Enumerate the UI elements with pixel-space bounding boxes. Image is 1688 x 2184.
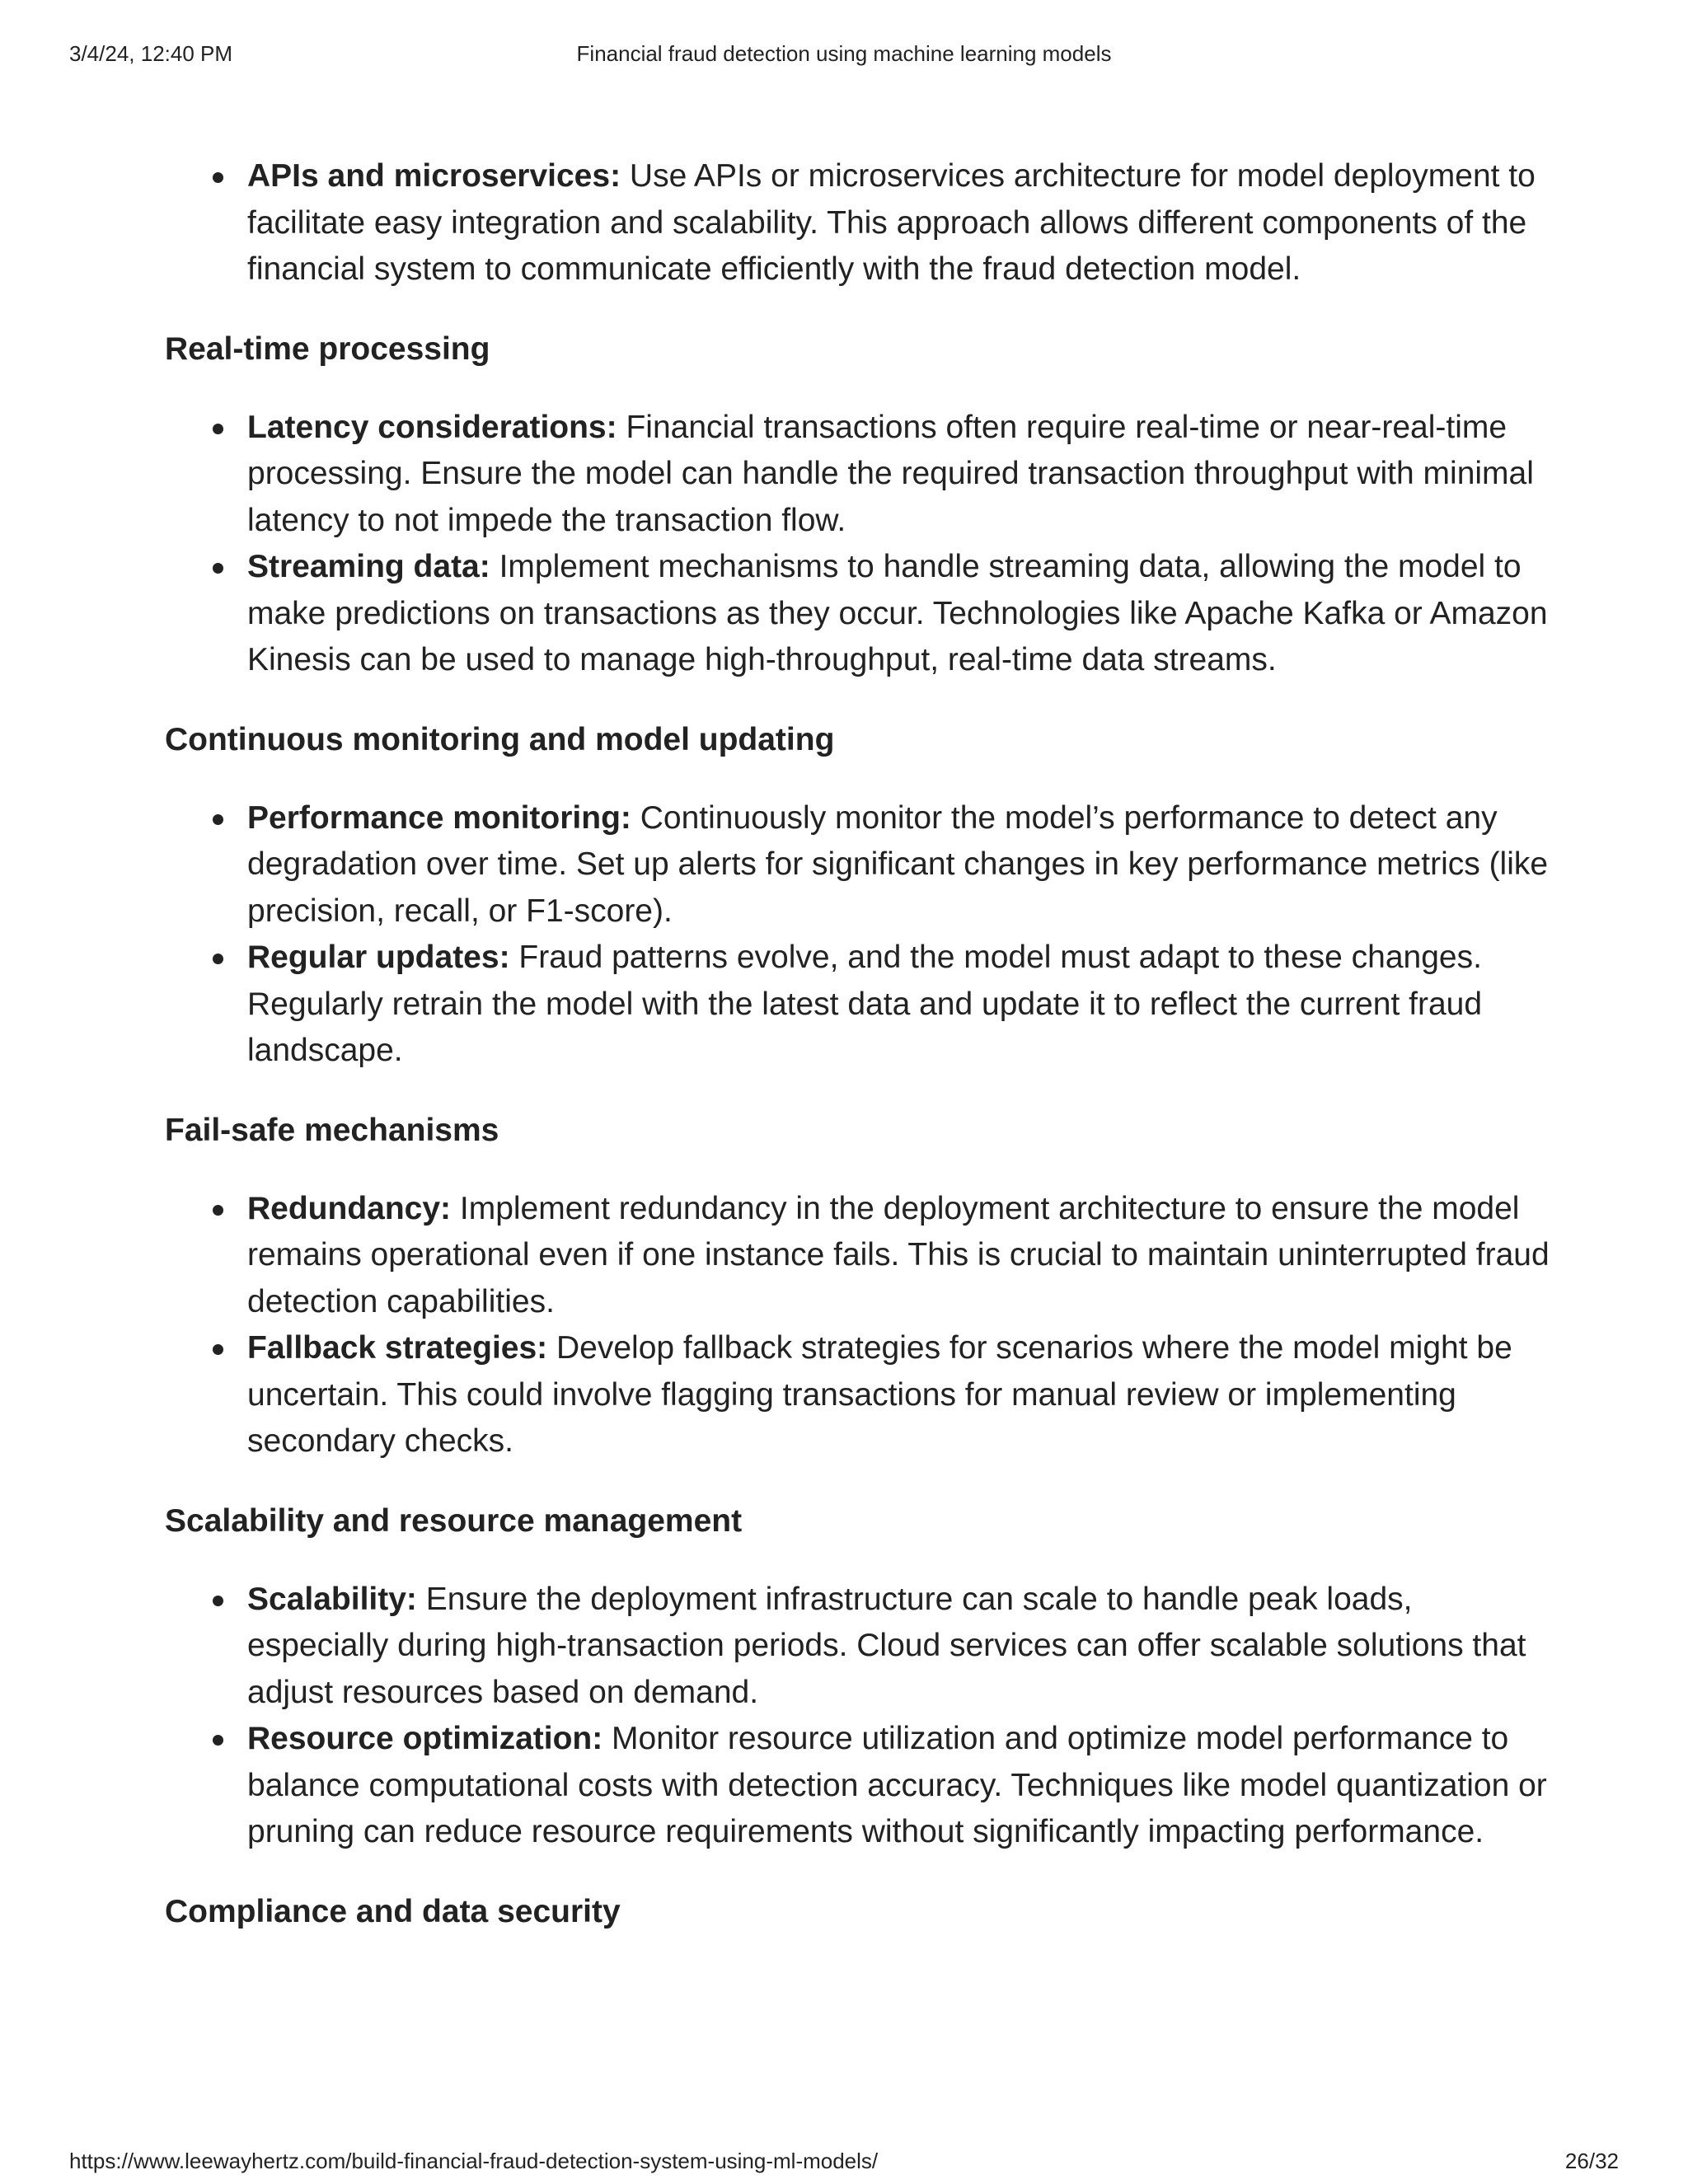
list-item-text: Financial transactions often require real-time or near-real-time processing. Ensure the model can handle the required transaction throughput with minimal latency to not impede the transaction flow. — [247, 409, 1534, 538]
bullet-icon — [213, 814, 223, 825]
list-item — [165, 795, 1550, 935]
bullet-icon — [213, 1344, 223, 1355]
page-number: 26/32 — [1564, 2149, 1619, 2173]
bullet-icon — [213, 1205, 223, 1216]
list-item-text: Ensure the deployment infrastructure can scale to handle peak loads, especially during high-transaction periods. Cloud services can offer scalable solutions that adjust resources based on demand. — [247, 1581, 1526, 1710]
list-item — [165, 153, 1550, 293]
bullet-icon — [213, 424, 223, 434]
list-item — [165, 1325, 1550, 1465]
print-page-title: Financial fraud detection using machine learning models — [576, 41, 1112, 66]
section-heading-scalability: Scalability and resource management — [165, 1502, 743, 1539]
list-item-term: Fallback strategies: — [247, 1330, 548, 1366]
section-bullet-list — [165, 405, 1550, 684]
list-item — [165, 1577, 1550, 1717]
list-item-term: Scalability: — [247, 1581, 417, 1617]
print-timestamp: 3/4/24, 12:40 PM — [69, 41, 233, 66]
section-bullet-list — [165, 1577, 1550, 1856]
list-item-term: Performance monitoring: — [247, 799, 631, 836]
list-item — [165, 1716, 1550, 1856]
bullet-icon — [213, 172, 223, 183]
list-item-text: Monitor resource utilization and optimize model performance to balance computational costs with detection accuracy. Techniques like model quantization or pruning can reduce resource requirements without significantly impacting performance. — [247, 1721, 1547, 1849]
section-heading-fail-safe-mechanisms: Fail-safe mechanisms — [165, 1112, 499, 1148]
list-item-text: Continuously monitor the model’s performance to detect any degradation over time. Set up alerts for significant changes in key performance metrics (like precision, recall, or F1-score). — [247, 799, 1549, 929]
list-item-term: APIs and microservices: — [247, 158, 621, 194]
list-item-term: Regular updates: — [247, 940, 510, 975]
bullet-icon — [213, 563, 223, 574]
section-heading-continuous-monitoring: Continuous monitoring and model updating — [165, 721, 835, 757]
section-bullet-list — [165, 795, 1550, 1075]
list-item-term: Latency considerations: — [247, 409, 617, 445]
list-item-term: Resource optimization: — [247, 1721, 603, 1756]
bullet-icon — [213, 1735, 223, 1746]
list-item-text: Fraud patterns evolve, and the model must adapt to these changes. Regularly retrain the model with the latest data and update it to reflect the current fraud landscape. — [247, 940, 1483, 1068]
print-source-url: https://www.leewayhertz.com/build-financial-fraud-detection-system-using-ml-models/ — [69, 2149, 879, 2173]
list-item — [165, 544, 1550, 684]
list-item — [165, 405, 1550, 545]
list-item — [165, 1186, 1550, 1326]
list-item — [165, 935, 1550, 1075]
section-bullet-list — [165, 1186, 1550, 1465]
list-item-term: Streaming data: — [247, 549, 490, 584]
section-heading-compliance: Compliance and data security — [165, 1893, 621, 1929]
list-item-text: Use APIs or microservices architecture for model deployment to facilitate easy integration and scalability. This approach allows different components of the financial system to communicate efficiently with the fraud detection model. — [247, 158, 1536, 287]
article-body — [165, 153, 1550, 1935]
list-item-term: Redundancy: — [247, 1190, 452, 1226]
list-item-text: Implement redundancy in the deployment architecture to ensure the model remains operational even if one instance fails. This is crucial to maintain uninterrupted fraud detection capabilities. — [247, 1190, 1550, 1319]
bullet-icon — [213, 1596, 223, 1606]
intro-bullet-list — [165, 153, 1550, 293]
section-heading-real-time-processing: Real-time processing — [165, 330, 490, 367]
list-item-text: Develop fallback strategies for scenarios where the model might be uncertain. This could involve flagging transactions for manual review or implementing secondary checks. — [247, 1330, 1512, 1459]
bullet-icon — [213, 954, 223, 964]
list-item-text: Implement mechanisms to handle streaming data, allowing the model to make predictions on transactions as they occur. Technologies like Apache Kafka or Amazon Kinesis can be used to manage high-throughput, real-time data streams. — [247, 549, 1548, 677]
